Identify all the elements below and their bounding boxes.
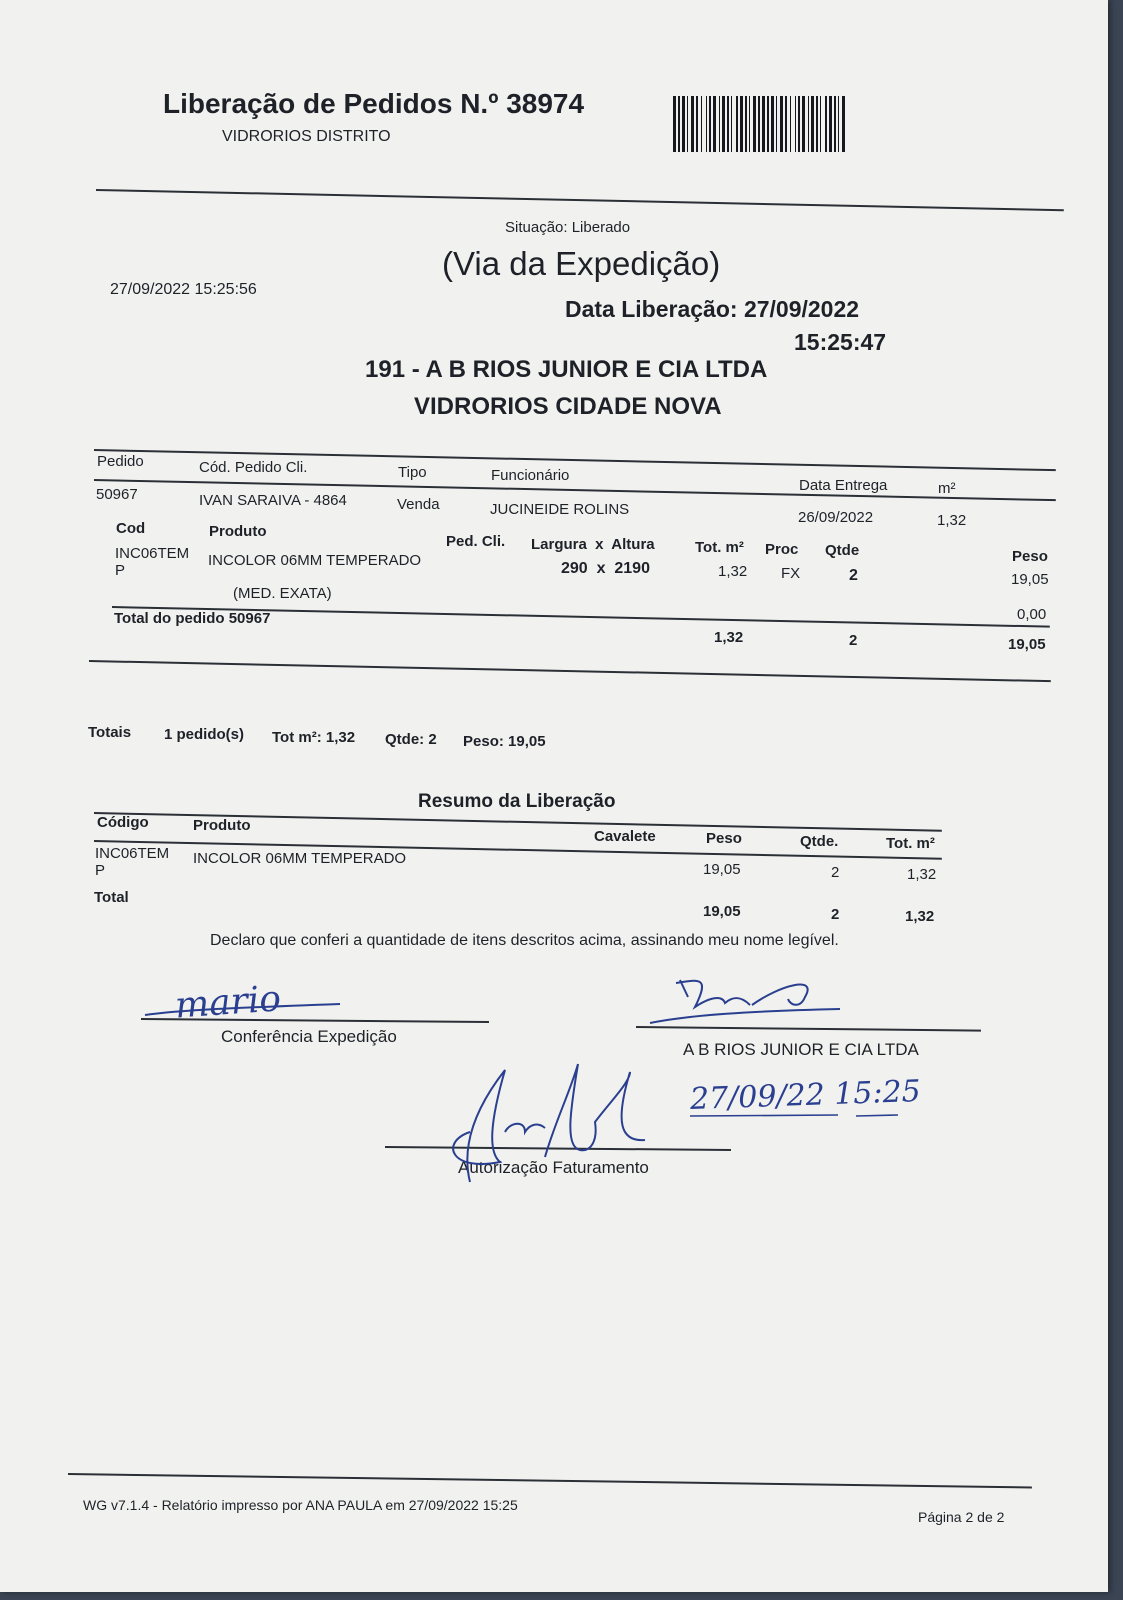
summary-product: INCOLOR 06MM TEMPERADO [193,850,407,867]
summary-header-qtde: Qtde. [800,833,839,850]
barcode-bar [842,96,845,152]
barcode-bar [780,96,783,152]
item-header-qtde: Qtde [825,542,860,559]
client-name: 191 - A B RIOS JUNIOR E CIA LTDA [365,356,768,383]
barcode-bar [825,96,827,152]
summary-header-cavalete: Cavalete [594,828,656,845]
item-code-line1: INC06TEM [115,545,190,562]
totals-orders: 1 pedido(s) [164,726,245,743]
item-proc: FX [781,565,801,582]
client-branch: VIDRORIOS CIDADE NOVA [414,393,722,420]
printed-timestamp: 27/09/2022 15:25:56 [110,281,257,298]
item-header-proc: Proc [765,541,799,558]
page-number: Página 2 de 2 [918,1509,1005,1525]
item-dimensions: 290 x 2190 [561,560,650,577]
barcode-bar [829,96,832,152]
barcode-bar [771,96,774,152]
col-header-funcionario: Funcionário [491,467,570,484]
item-header-dimensions: Largura x Altura [531,536,655,553]
totals-m2: Tot m²: 1,32 [272,729,356,746]
barcode-bar [762,96,765,152]
barcode-bar [719,96,720,152]
barcode-bar [802,96,805,152]
barcode-bar [673,96,676,152]
barcode-bar [820,96,821,152]
barcode-bar [722,96,725,152]
barcode-bar [678,96,680,152]
barcode-bar [753,96,756,152]
item-qtde: 2 [849,567,858,584]
signature-label-autorizacao: Autorização Faturamento [458,1158,649,1177]
summary-code-line1: INC06TEM [95,845,170,862]
item-extra-value: 0,00 [1017,606,1047,623]
col-header-cod-pedido-cli: Cód. Pedido Cli. [199,459,308,476]
order-total-peso: 19,05 [1008,636,1046,653]
totals-label: Totais [88,724,132,741]
col-header-tipo: Tipo [398,464,427,481]
order-number: 50967 [96,486,138,503]
col-header-pedido: Pedido [97,453,144,470]
barcode-bar [736,96,738,152]
barcode-bar [790,96,791,152]
barcode-bar [808,96,809,152]
totals-peso: Peso: 19,05 [463,733,546,750]
barcode-bar [731,96,732,152]
order-total-qtde: 2 [849,632,858,649]
barcode-bar [776,96,777,152]
barcode-bar [713,96,716,152]
company-subtitle: VIDRORIOS DISTRITO [222,128,391,145]
col-header-data-entrega: Data Entrega [799,477,888,494]
barcode-bar [706,96,707,152]
barcode-bar [696,96,698,152]
item-tot-m2: 1,32 [718,563,748,580]
copy-type: (Via da Expedição) [442,245,721,282]
barcode-bar [816,96,818,152]
release-date: Data Liberação: 27/09/2022 [565,296,860,322]
barcode-bar [785,96,787,152]
order-client-code: IVAN SARAIVA - 4864 [199,492,347,509]
barcode-bar [687,96,688,152]
summary-total-peso: 19,05 [703,903,741,920]
summary-code-line2: P [95,862,106,879]
barcode-bar [834,96,836,152]
header-divider [96,189,1064,211]
footer-divider [68,1473,1032,1488]
page-title: Liberação de Pedidos N.º 38974 [163,88,585,119]
declaration-text: Declaro que conferi a quantidade de itens descritos acima, assinando meu nome legível. [210,932,839,949]
barcode-bar [709,96,711,152]
item-product: INCOLOR 06MM TEMPERADO [208,552,422,569]
handwritten-date-underline [688,1110,968,1122]
col-header-m2: m² [938,480,956,497]
summary-header-produto: Produto [193,817,251,834]
summary-header-peso: Peso [706,830,742,847]
summary-total-qtde: 2 [831,906,840,923]
item-header-ped-cli: Ped. Cli. [446,533,506,550]
order-employee: JUCINEIDE ROLINS [490,501,630,518]
signature-label-cliente: A B RIOS JUNIOR E CIA LTDA [683,1040,919,1059]
barcode-bar [701,96,702,152]
item-header-tot-m2: Tot. m² [695,539,744,556]
item-header-peso: Peso [1012,548,1048,565]
signature-autorizacao-stroke [430,1062,660,1192]
summary-tot-m2: 1,32 [907,866,937,883]
order-m2: 1,32 [937,512,967,529]
item-code-line2: P [115,562,126,579]
order-delivery-date: 26/09/2022 [798,509,874,526]
handwritten-signature-conferencia: mario [173,978,283,1027]
summary-qtde: 2 [831,864,840,881]
item-header-cod: Cod [116,520,146,537]
signature-conferencia-stroke [140,990,350,1030]
barcode-bar [691,96,694,152]
barcode-bar [811,96,814,152]
barcode-bar [798,96,800,152]
summary-header-tot-m2: Tot. m² [886,835,935,852]
handwritten-date: 27/09/22 15:25 [689,1073,922,1118]
release-time: 15:25:47 [794,329,887,355]
summary-peso: 19,05 [703,861,741,878]
barcode [673,96,845,152]
status-situacao: Situação: Liberado [505,219,631,236]
summary-header-codigo: Código [97,814,149,831]
barcode-bar [740,96,743,152]
order-type: Venda [397,496,440,513]
barcode-bar [838,96,839,152]
barcode-bar [682,96,685,152]
order-total-label: Total do pedido 50967 [114,610,271,627]
item-header-produto: Produto [209,523,267,540]
item-peso: 19,05 [1011,571,1049,588]
barcode-bar [727,96,729,152]
signature-cliente-stroke [640,975,860,1035]
summary-total-label: Total [94,889,129,906]
summary-total-m2: 1,32 [905,908,935,925]
footer-print-info: WG v7.1.4 - Relatório impresso por ANA PAULA em 27/09/2022 15:25 [83,1497,518,1513]
barcode-bar [758,96,760,152]
barcode-bar [745,96,747,152]
order-total-m2: 1,32 [714,629,744,646]
barcode-bar [749,96,750,152]
totals-qtde: Qtde: 2 [385,731,437,748]
item-product-note: (MED. EXATA) [233,585,332,602]
signature-label-conferencia: Conferência Expedição [221,1027,397,1046]
barcode-bar [795,96,796,152]
barcode-bar [767,96,769,152]
summary-title: Resumo da Liberação [418,791,616,812]
order-table-bottom-rule [89,660,1051,682]
